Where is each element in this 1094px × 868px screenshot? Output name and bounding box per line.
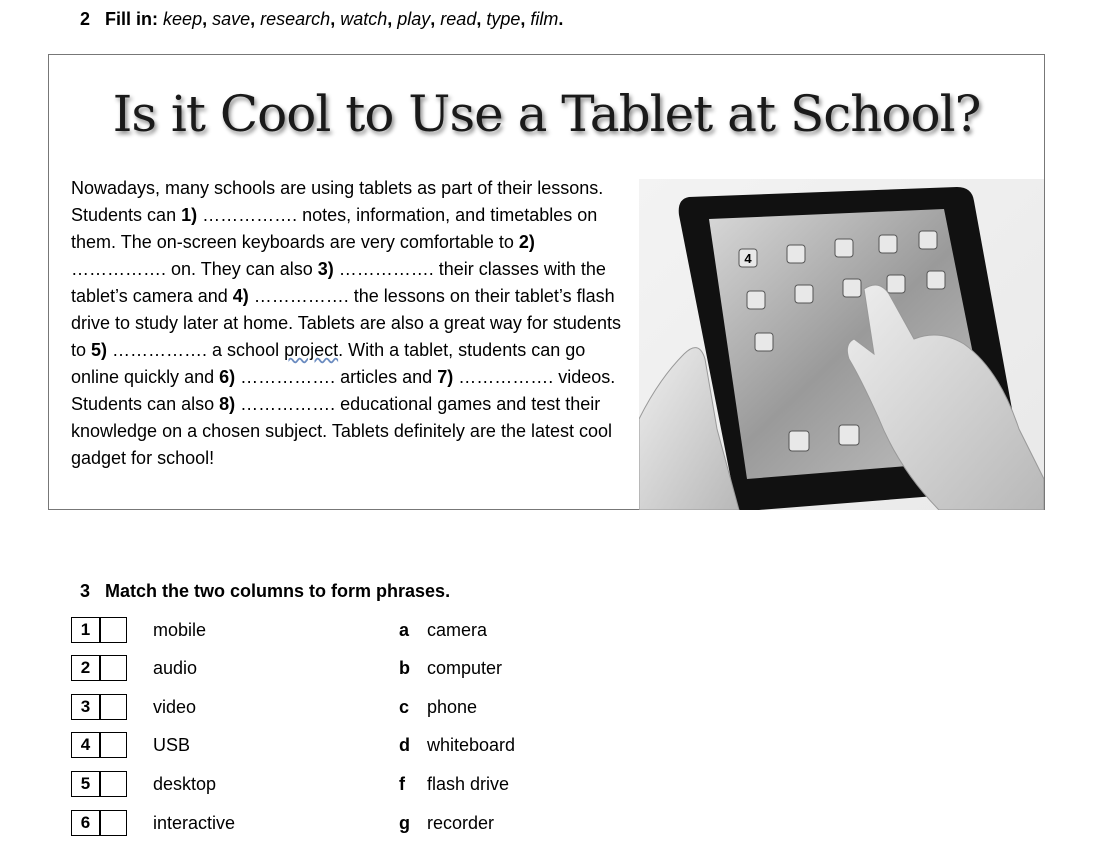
word-bank-item: watch — [340, 9, 388, 29]
gap-number: 1) — [181, 205, 198, 225]
answer-box[interactable] — [71, 617, 127, 643]
left-phrase: interactive — [153, 813, 236, 833]
gap-number: 5) — [91, 340, 108, 360]
gap-number: 3) — [317, 259, 334, 279]
right-letter: g — [399, 813, 410, 833]
right-phrase: camera — [427, 620, 488, 640]
item-number: 6 — [80, 813, 91, 832]
right-phrase: computer — [427, 658, 503, 678]
left-phrase: USB — [153, 735, 191, 755]
right-letter: f — [399, 774, 405, 794]
article-passage — [71, 175, 631, 472]
exercise-3-instruction: Match the two columns to form phrases. — [105, 581, 451, 601]
answer-box-divider — [99, 772, 101, 796]
passage-text: Nowadays, many schools are using tablets as part of their lessons. Students can — [71, 178, 604, 225]
item-number: 3 — [80, 697, 91, 716]
left-phrase: desktop — [153, 774, 217, 794]
item-number: 1 — [80, 620, 91, 639]
passage-text: ……………. educational games and test their knowledge on a chosen subject. Tablets definitely are the latest cool gadget for school! — [71, 394, 613, 468]
answer-box-divider — [99, 656, 101, 680]
right-letter: b — [399, 658, 410, 678]
item-number: 4 — [80, 735, 91, 754]
right-phrase: recorder — [427, 813, 495, 833]
left-phrase: audio — [153, 658, 198, 678]
tablet-icon-number: 4 — [744, 251, 752, 266]
gap-number: 8) — [219, 394, 236, 414]
tablet-image — [639, 179, 1044, 510]
word-bank: keep, save, research, watch, play, read, type, film — [163, 9, 559, 29]
right-phrase: flash drive — [427, 774, 510, 794]
left-phrase: video — [153, 697, 197, 717]
answer-box[interactable] — [71, 810, 127, 836]
article-title: Is it Cool to Use a Tablet at School? — [112, 85, 981, 143]
right-letter: c — [399, 697, 410, 717]
answer-box[interactable] — [71, 694, 127, 720]
exercise-3-heading — [80, 581, 450, 602]
right-letter: d — [399, 735, 410, 755]
item-number: 5 — [80, 774, 91, 793]
word-bank-item: play — [397, 9, 431, 29]
passage-text: ……………. their classes with the tablet’s camera and — [71, 259, 606, 306]
exercise-2-instruction: Fill in: — [105, 9, 159, 29]
gap-number: 6) — [219, 367, 236, 387]
word-bank-item: read — [440, 9, 477, 29]
exercise-2-end: . — [558, 9, 564, 29]
answer-box-divider — [99, 811, 101, 835]
exercise-3-number: 3 — [80, 581, 91, 601]
word-bank-item: save — [212, 9, 251, 29]
gap-number: 4) — [232, 286, 249, 306]
passage-text: ……………. the lessons on their tablet’s flash drive to study later at home. Tablets are also a great way for students to — [71, 286, 621, 360]
word-bank-item: keep — [163, 9, 203, 29]
answer-box-divider — [99, 695, 101, 719]
word-bank-item: film — [530, 9, 559, 29]
exercise-2-heading — [80, 9, 563, 30]
word-bank-item: research — [260, 9, 331, 29]
passage-text: ……………. on. They can also — [71, 259, 318, 279]
right-letter: a — [399, 620, 410, 640]
left-phrase: mobile — [153, 620, 207, 640]
gap-number: 2) — [518, 232, 535, 252]
answer-box[interactable] — [71, 771, 127, 797]
answer-box-divider — [99, 618, 101, 642]
gap-number: 7) — [437, 367, 454, 387]
exercise-2-number: 2 — [80, 9, 91, 29]
passage-text: ……………. articles and — [235, 367, 438, 387]
passage-text: project — [284, 340, 339, 360]
article-box — [48, 54, 1045, 510]
passage-text: ……………. notes, information, and timetables on them. The on-screen keyboards are very comfortable to — [71, 205, 598, 252]
item-number: 2 — [80, 658, 91, 677]
word-bank-item: type — [486, 9, 521, 29]
right-phrase: whiteboard — [427, 735, 516, 755]
passage-text: . With a tablet, students can go online quickly and — [71, 340, 586, 387]
tablet-photo — [639, 179, 1044, 510]
right-phrase: phone — [427, 697, 478, 717]
passage-text: ……………. a school — [107, 340, 285, 360]
answer-box-divider — [99, 733, 101, 757]
answer-box[interactable] — [71, 655, 127, 681]
answer-box[interactable] — [71, 732, 127, 758]
passage-text: ……………. videos. Students can also — [71, 367, 616, 414]
